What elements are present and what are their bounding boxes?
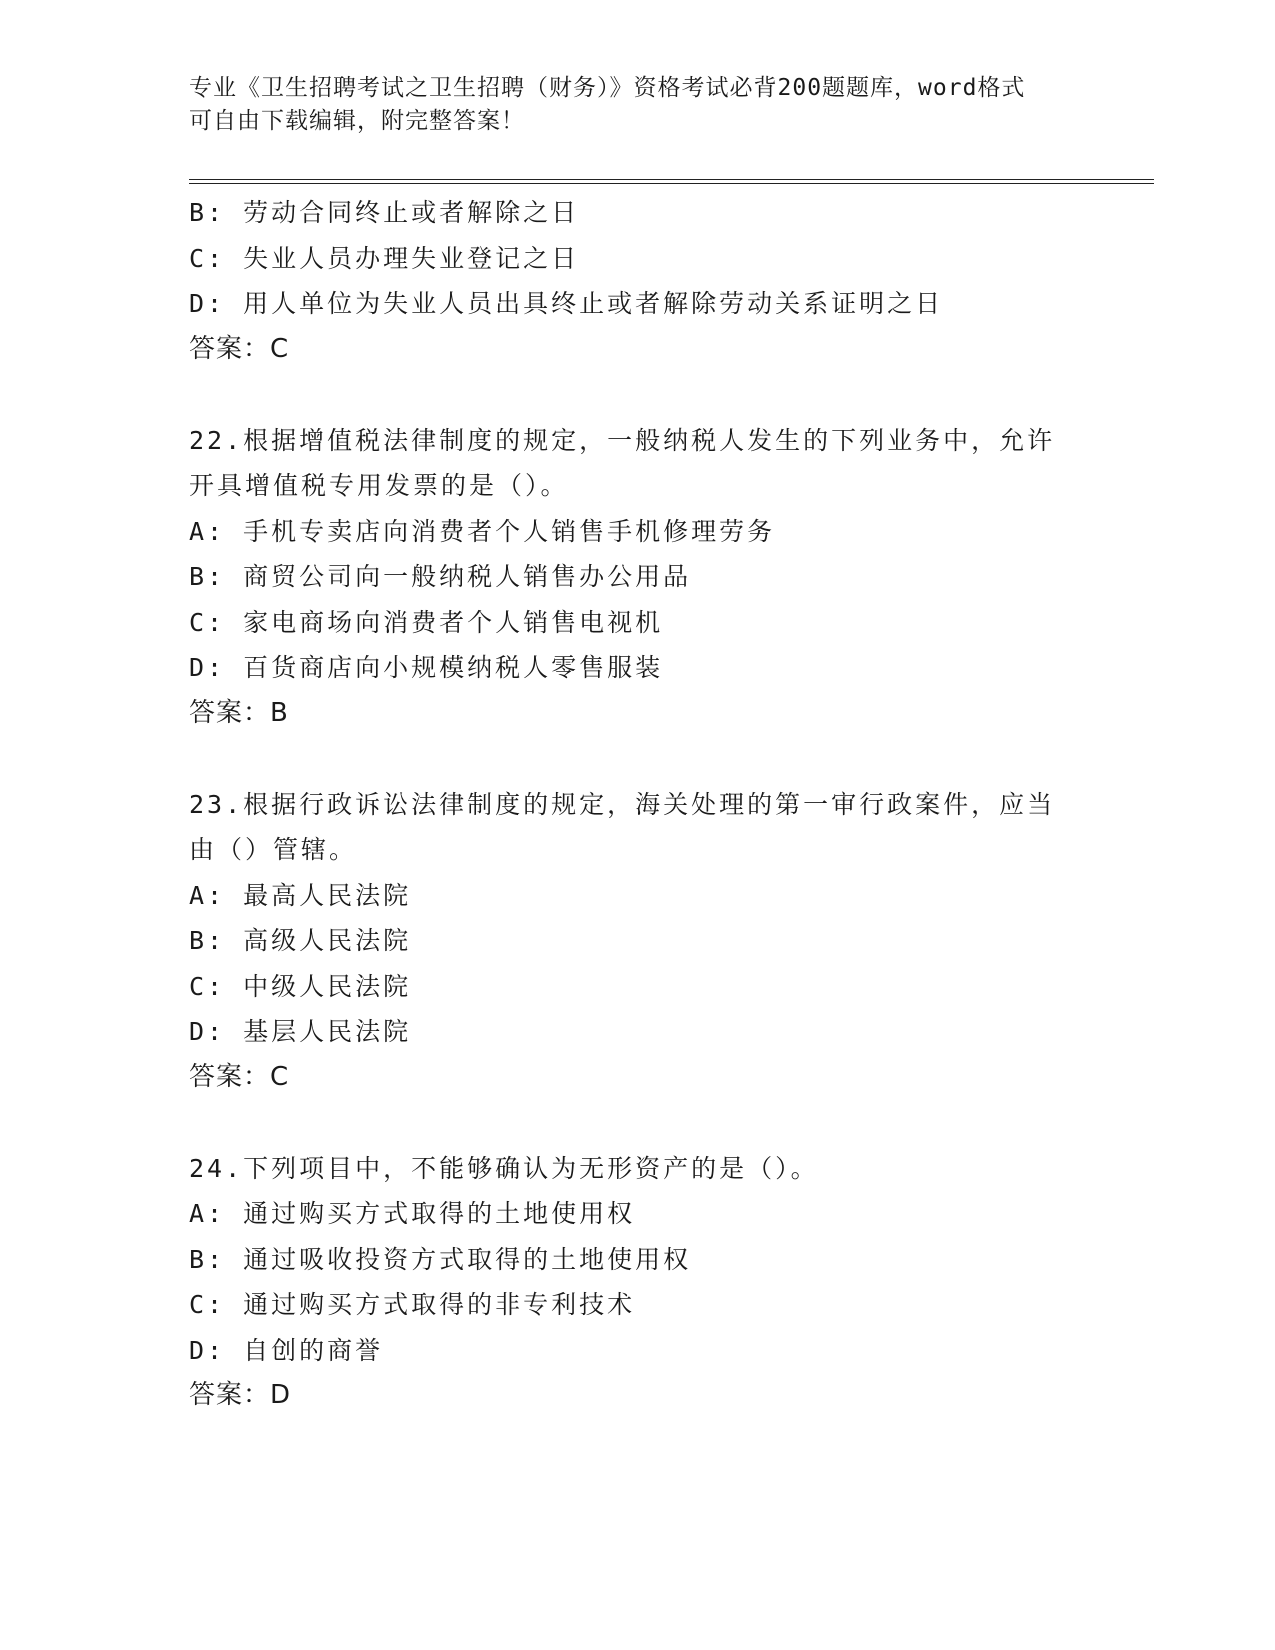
question-stem-line: 24.下列项目中，不能够确认为无形资产的是（）。 — [189, 1153, 819, 1183]
header-line-2: 可自由下载编辑，附完整答案！ — [189, 108, 525, 134]
question-22 — [189, 418, 1089, 737]
question-24 — [189, 1146, 1089, 1419]
option-b: B: 商贸公司向一般纳税人销售办公用品 — [189, 562, 692, 591]
option-a: A: 通过购买方式取得的土地使用权 — [189, 1199, 636, 1228]
option-d: D: 用人单位为失业人员出具终止或者解除劳动关系证明之日 — [189, 289, 944, 318]
question-23 — [189, 782, 1089, 1101]
question-stem-line: 开具增值税专用发票的是（）。 — [189, 471, 569, 500]
option-b: B: 高级人民法院 — [189, 926, 412, 955]
header-divider-bottom — [189, 183, 1154, 184]
answer: 答案：B — [189, 697, 289, 728]
option-c: C: 通过购买方式取得的非专利技术 — [189, 1290, 636, 1319]
header-divider-top — [189, 179, 1154, 180]
option-c: C: 家电商场向消费者个人销售电视机 — [189, 607, 664, 637]
option-c: C: 中级人民法院 — [189, 971, 412, 1001]
question-stem-line: 22.根据增值税法律制度的规定，一般纳税人发生的下列业务中，允许 — [189, 425, 1056, 455]
option-c: C: 失业人员办理失业登记之日 — [189, 243, 580, 273]
spacer — [189, 736, 1089, 782]
option-b: B: 通过吸收投资方式取得的土地使用权 — [189, 1244, 692, 1274]
question-stem-line: 23.根据行政诉讼法律制度的规定，海关处理的第一审行政案件，应当 — [189, 789, 1056, 819]
answer: 答案：C — [189, 333, 290, 364]
answer: 答案：C — [189, 1061, 290, 1092]
header-line-1: 专业《卫生招聘考试之卫生招聘（财务）》资格考试必背200题题库，word格式 — [189, 75, 1026, 101]
option-b: B: 劳动合同终止或者解除之日 — [189, 198, 580, 227]
option-d: D: 百货商店向小规模纳税人零售服装 — [189, 653, 664, 682]
option-d: D: 基层人民法院 — [189, 1017, 412, 1046]
document-header — [189, 72, 1089, 138]
question-21-continuation — [189, 190, 1089, 372]
option-a: A: 最高人民法院 — [189, 880, 412, 910]
answer: 答案：D — [189, 1380, 292, 1410]
spacer — [189, 1100, 1089, 1146]
question-stem-line: 由（）管辖。 — [189, 835, 358, 864]
question-list — [189, 190, 1089, 1419]
option-d: D: 自创的商誉 — [189, 1335, 384, 1365]
spacer — [189, 372, 1089, 418]
option-a: A: 手机专卖店向消费者个人销售手机修理劳务 — [189, 516, 776, 546]
